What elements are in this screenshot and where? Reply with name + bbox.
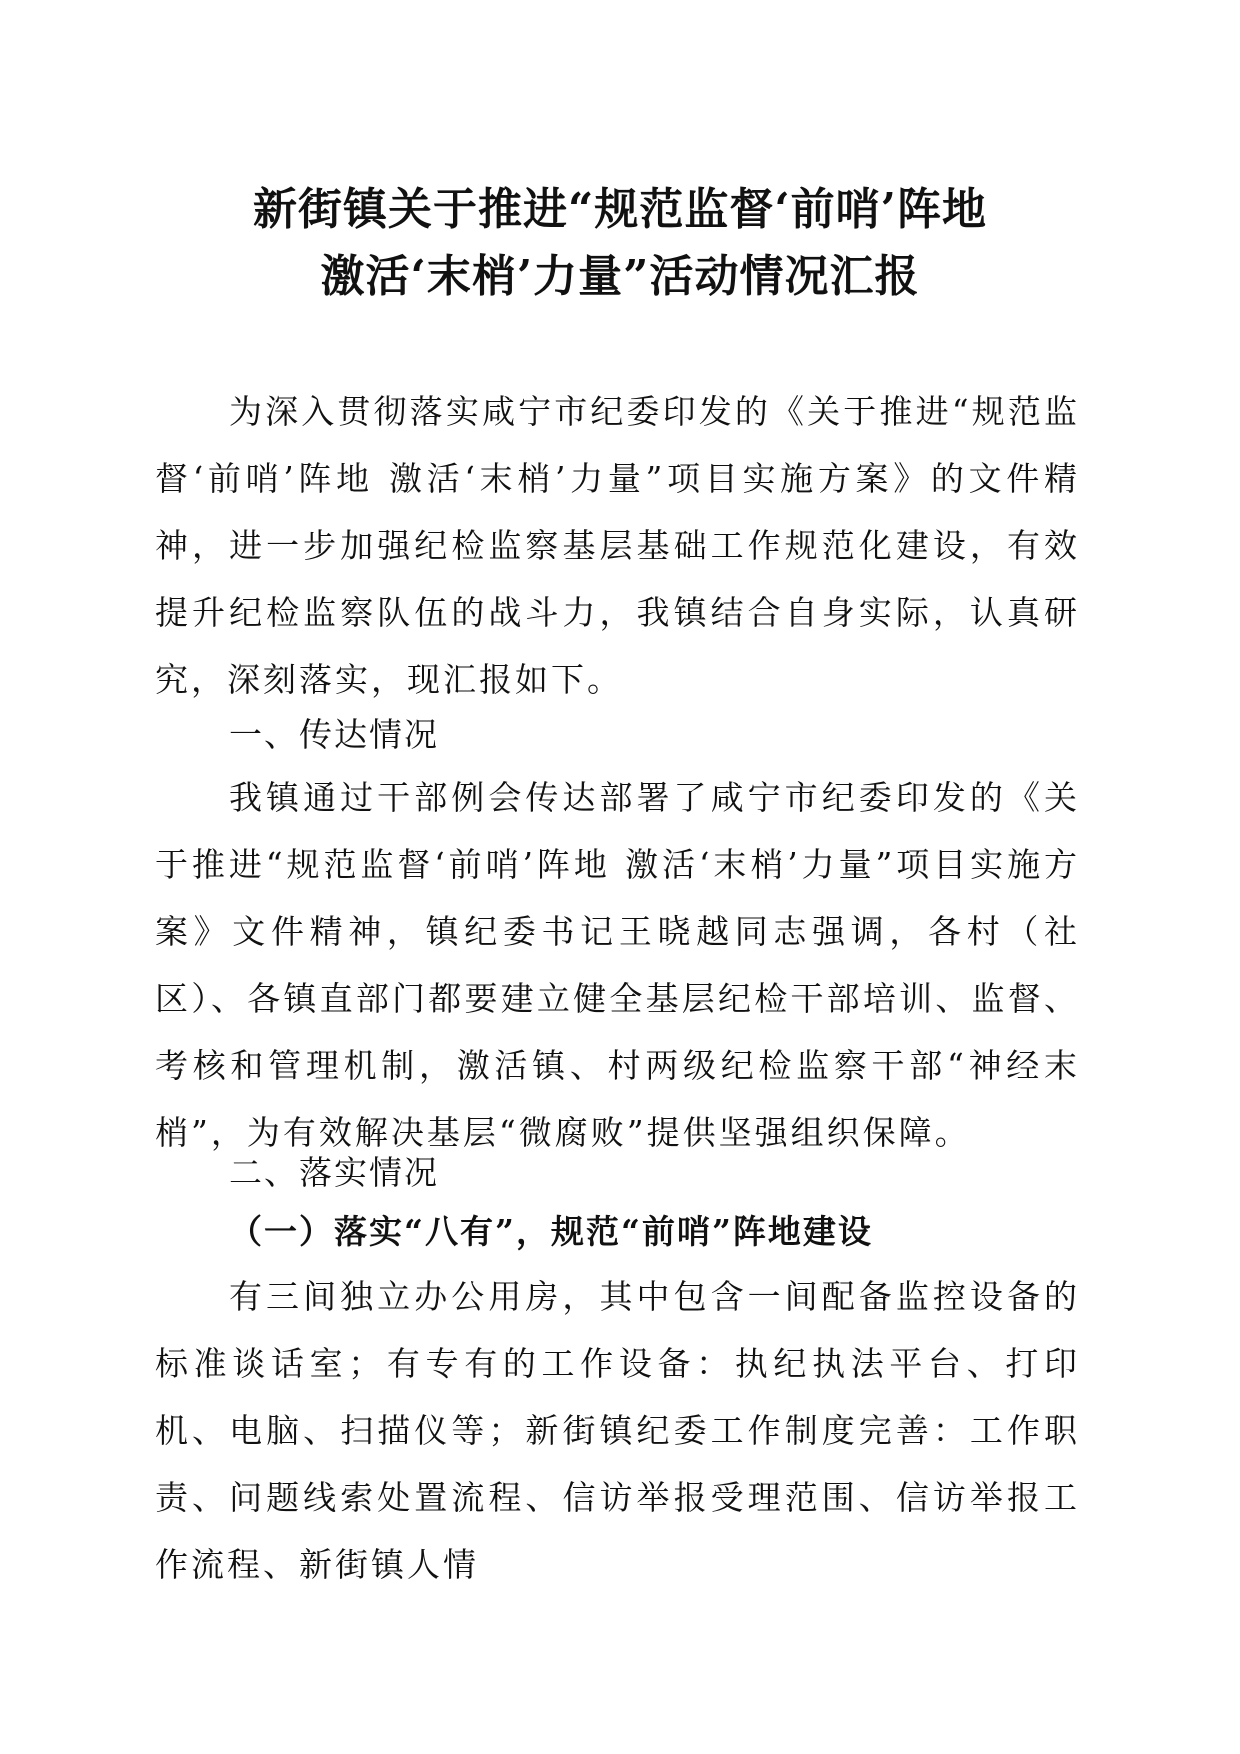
intro-paragraph: 为深入贯彻落实咸宁市纪委印发的《关于推进“规范监督‘前哨’阵地 激活‘末梢’力量”项目实施方案》的文件精神，进一步加强纪检监察基层基础工作规范化建设，有效提升纪检监察队伍的战斗力，我镇结合自身实际，认真研究，深刻落实，现汇报如下。	[155, 392, 1080, 699]
section-1-heading: 一、传达情况	[229, 715, 439, 754]
document-title-line-2: 激活‘末梢’力量”活动情况汇报	[320, 251, 920, 302]
section-1-paragraph: 我镇通过干部例会传达部署了咸宁市纪委印发的《关于推进“规范监督‘前哨’阵地 激活‘末梢’力量”项目实施方案》文件精神，镇纪委书记王晓越同志强调，各村（社区）、各镇直部门都要建立健全基层纪检干部培训、监督、考核和管理机制，激活镇、村两级纪检监察干部“神经末梢”，为有效解决基层“微腐败”提供坚强组织保障。	[155, 778, 1080, 1152]
section-2-heading: 二、落实情况	[229, 1153, 439, 1192]
subsection-1-heading: （一）落实“八有”，规范“前哨”阵地建设	[229, 1212, 873, 1251]
subsection-1-paragraph: 有三间独立办公用房，其中包含一间配备监控设备的标准谈话室；有专有的工作设备：执纪执法平台、打印机、电脑、扫描仪等；新街镇纪委工作制度完善：工作职责、问题线索处置流程、信访举报受理范围、信访举报工作流程、新街镇人情	[155, 1277, 1080, 1584]
document-title-line-1: 新街镇关于推进“规范监督‘前哨’阵地	[253, 184, 987, 235]
